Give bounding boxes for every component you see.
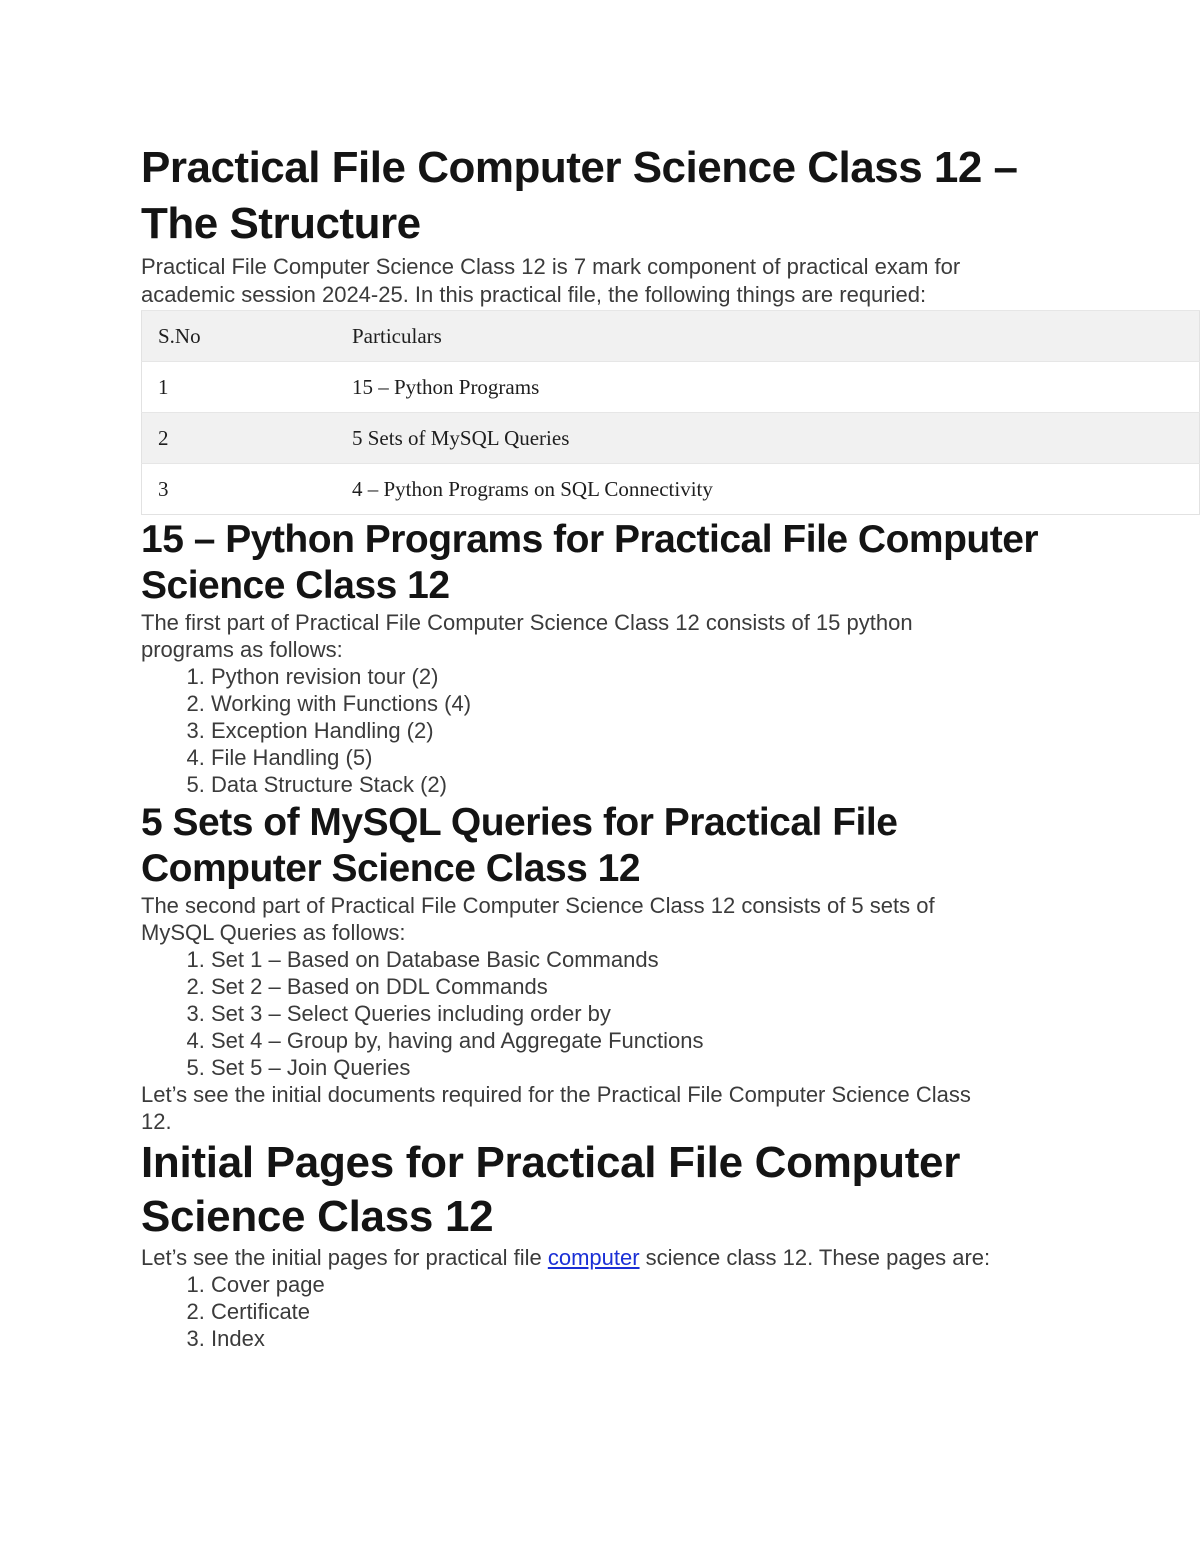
- list-item: 2. Certificate: [211, 1298, 1200, 1325]
- structure-heading-line2: The Structure: [141, 199, 421, 248]
- list-item: 4. File Handling (5): [211, 744, 1200, 771]
- structure-heading: [141, 140, 1200, 252]
- initial-documents-note: [141, 1081, 1200, 1135]
- list-item: 3. Set 3 – Select Queries including order by: [211, 1000, 1200, 1027]
- mysql-queries-list: [141, 946, 1200, 1081]
- python-programs-intro-line1: The first part of Practical File Computer Science Class 12 consists of 15 python: [141, 610, 913, 635]
- python-programs-heading-line2: Science Class 12: [141, 564, 450, 607]
- initial-pages-heading: [141, 1136, 1200, 1244]
- initial-pages-intro-after: science class 12. These pages are:: [639, 1245, 991, 1270]
- list-item: 5. Set 5 – Join Queries: [211, 1054, 1200, 1081]
- initial-pages-intro-before: Let’s see the initial pages for practical file: [141, 1245, 548, 1270]
- initial-documents-note-line1: Let’s see the initial documents required for the Practical File Computer Science Class: [141, 1082, 971, 1107]
- list-item: 3. Exception Handling (2): [211, 717, 1200, 744]
- list-item: 4. Set 4 – Group by, having and Aggregate Functions: [211, 1027, 1200, 1054]
- list-item: 1. Python revision tour (2): [211, 663, 1200, 690]
- list-item: 1. Set 1 – Based on Database Basic Commands: [211, 946, 1200, 973]
- computer-link[interactable]: computer: [547, 1245, 640, 1270]
- list-item: 2. Working with Functions (4): [211, 690, 1200, 717]
- initial-pages-heading-line2: Science Class 12: [141, 1192, 494, 1241]
- structure-intro-line2: academic session 2024-25. In this practical file, the following things are requried:: [141, 282, 927, 307]
- list-item: 1. Cover page: [211, 1271, 1200, 1298]
- python-programs-list: [141, 663, 1200, 798]
- list-item: 2. Set 2 – Based on DDL Commands: [211, 973, 1200, 1000]
- python-programs-heading-line1: 15 – Python Programs for Practical File Computer: [141, 518, 1039, 561]
- initial-pages-heading-line1: Initial Pages for Practical File Computer: [141, 1138, 961, 1187]
- initial-documents-note-line2: 12.: [141, 1109, 172, 1134]
- initial-pages-intro: [141, 1244, 1200, 1271]
- table-header-sno: S.No: [142, 311, 337, 362]
- mysql-queries-heading-line2: Computer Science Class 12: [141, 847, 641, 890]
- python-programs-intro-line2: programs as follows:: [141, 637, 343, 662]
- table-cell-particulars: 4 – Python Programs on SQL Connectivity: [336, 464, 1200, 515]
- structure-intro-line1: Practical File Computer Science Class 12 is 7 mark component of practical exam for: [141, 254, 961, 279]
- python-programs-intro: [141, 609, 1200, 663]
- list-item: 5. Data Structure Stack (2): [211, 771, 1200, 798]
- mysql-queries-intro-line1: The second part of Practical File Computer Science Class 12 consists of 5 sets of: [141, 893, 935, 918]
- table-row: [142, 413, 1200, 464]
- mysql-queries-intro: [141, 892, 1200, 946]
- mysql-queries-heading-line1: 5 Sets of MySQL Queries for Practical File: [141, 801, 898, 844]
- mysql-queries-intro-line2: MySQL Queries as follows:: [141, 920, 406, 945]
- table-cell-sno: 3: [142, 464, 337, 515]
- table-cell-particulars: 15 – Python Programs: [336, 362, 1200, 413]
- structure-heading-line1: Practical File Computer Science Class 12 –: [141, 143, 1018, 192]
- document-page: [141, 140, 1200, 1352]
- table-header-row: [142, 311, 1200, 362]
- table-cell-sno: 2: [142, 413, 337, 464]
- python-programs-heading: [141, 517, 1200, 609]
- table-header-particulars: Particulars: [336, 311, 1200, 362]
- list-item: 3. Index: [211, 1325, 1200, 1352]
- table-row: [142, 362, 1200, 413]
- mysql-queries-heading: [141, 800, 1200, 892]
- initial-pages-list: [141, 1271, 1200, 1352]
- table-cell-particulars: 5 Sets of MySQL Queries: [336, 413, 1200, 464]
- table-cell-sno: 1: [142, 362, 337, 413]
- particulars-table: [141, 310, 1200, 515]
- table-row: [142, 464, 1200, 515]
- structure-intro: [141, 253, 1200, 309]
